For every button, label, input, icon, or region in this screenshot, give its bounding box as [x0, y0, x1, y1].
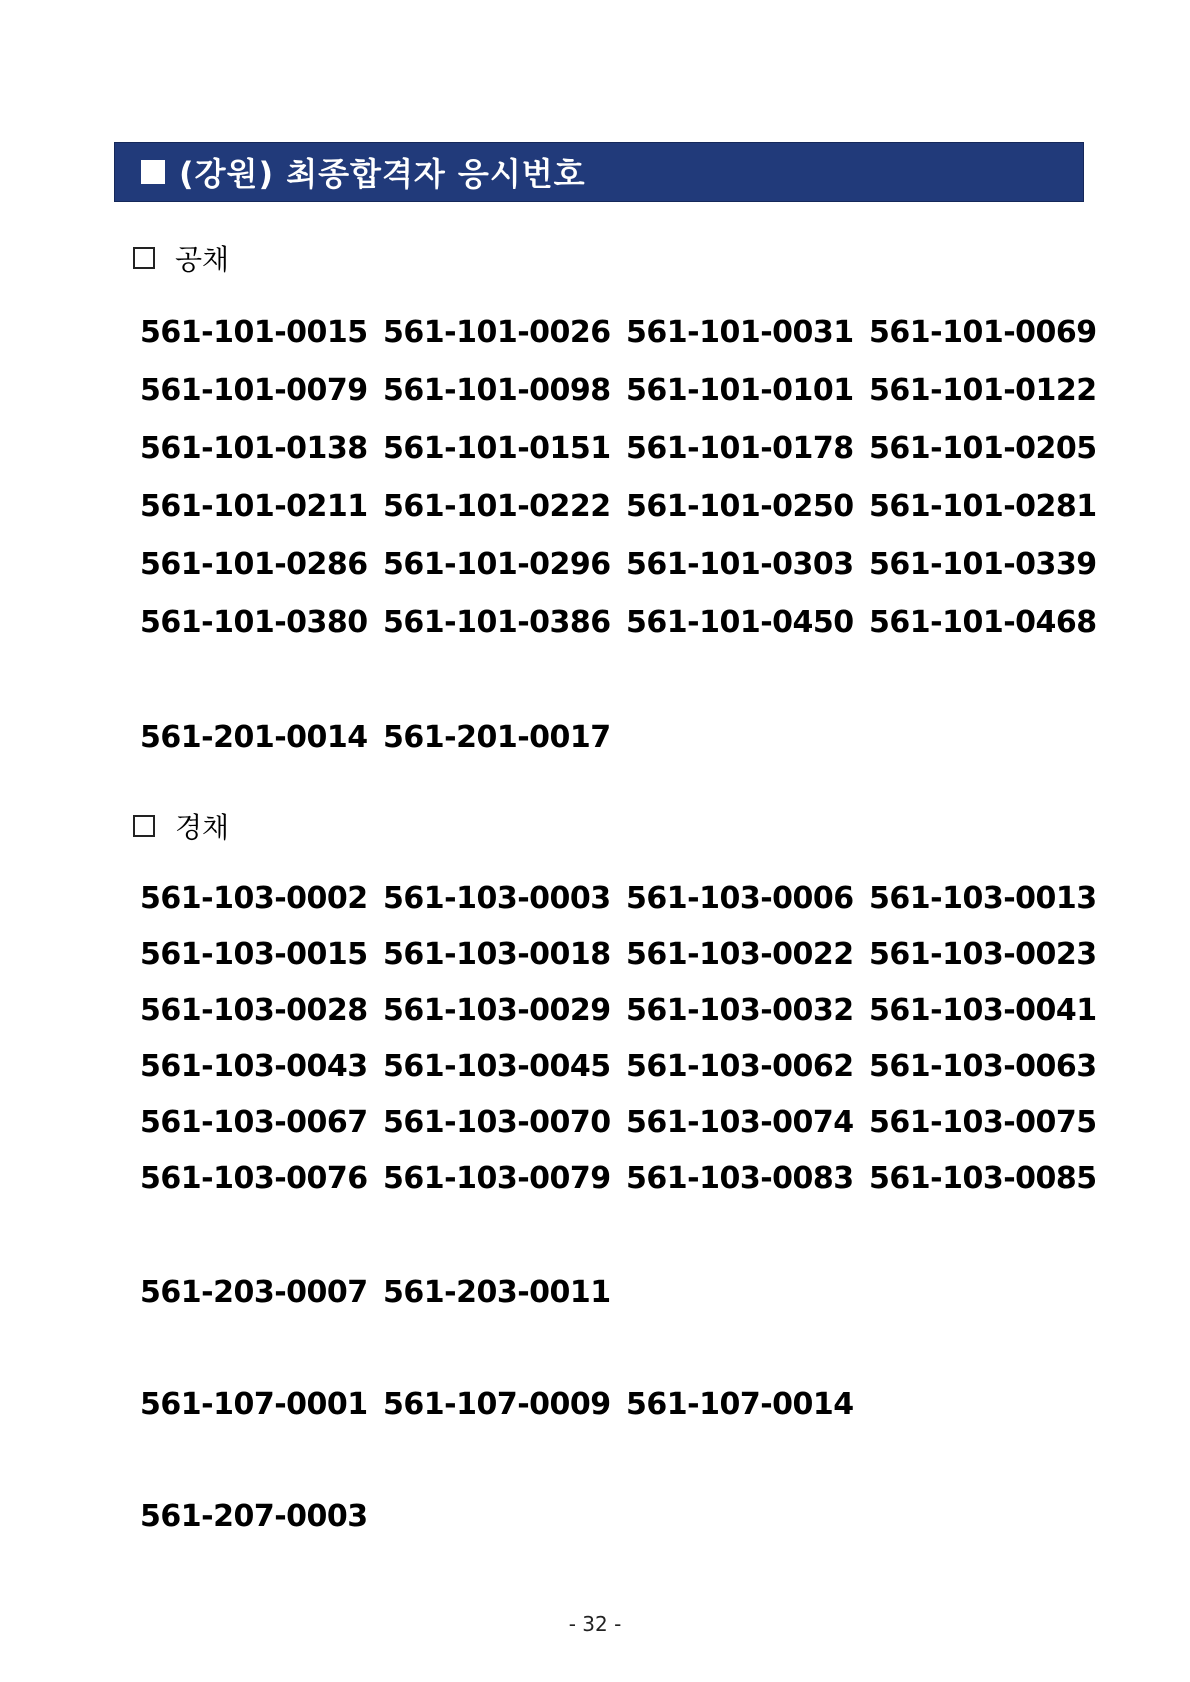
applicant-number: 561-101-0303 [626, 547, 854, 582]
number-row [140, 313, 1112, 353]
applicant-number: 561-101-0138 [140, 431, 368, 466]
applicant-number: 561-103-0085 [869, 1161, 1097, 1196]
applicant-number: 561-103-0028 [140, 993, 368, 1028]
number-row [140, 1159, 1112, 1199]
applicant-number: 561-103-0063 [869, 1049, 1097, 1084]
applicant-number: 561-101-0386 [383, 605, 611, 640]
applicant-number: 561-101-0122 [869, 373, 1097, 408]
number-row [140, 429, 1112, 469]
applicant-number: 561-101-0069 [869, 315, 1097, 350]
applicant-number: 561-103-0032 [626, 993, 854, 1028]
applicant-number: 561-201-0014 [140, 720, 368, 755]
applicant-number: 561-103-0015 [140, 937, 368, 972]
section-heading [133, 238, 229, 278]
applicant-number: 561-103-0045 [383, 1049, 611, 1084]
section-title-bar [114, 142, 1084, 202]
applicant-number: 561-107-0009 [383, 1387, 611, 1422]
applicant-number: 561-103-0079 [383, 1161, 611, 1196]
section-label: 공채 [175, 243, 230, 276]
checkbox-icon [133, 247, 155, 269]
number-row [140, 1497, 383, 1537]
applicant-number: 561-103-0041 [869, 993, 1097, 1028]
applicant-number: 561-101-0098 [383, 373, 611, 408]
applicant-number: 561-103-0022 [626, 937, 854, 972]
applicant-number: 561-103-0003 [383, 881, 611, 916]
applicant-number: 561-101-0151 [383, 431, 611, 466]
applicant-number: 561-103-0067 [140, 1105, 368, 1140]
number-row [140, 991, 1112, 1031]
applicant-number: 561-103-0013 [869, 881, 1097, 916]
applicant-number: 561-101-0015 [140, 315, 368, 350]
checkbox-icon [133, 815, 155, 837]
applicant-number: 561-101-0079 [140, 373, 368, 408]
applicant-number: 561-103-0023 [869, 937, 1097, 972]
page-title: (강원) 최종합격자 응시번호 [179, 155, 586, 193]
applicant-number: 561-101-0101 [626, 373, 854, 408]
applicant-number: 561-101-0339 [869, 547, 1097, 582]
applicant-number: 561-101-0468 [869, 605, 1097, 640]
applicant-number: 561-101-0178 [626, 431, 854, 466]
applicant-number: 561-101-0211 [140, 489, 368, 524]
applicant-number: 561-103-0075 [869, 1105, 1097, 1140]
applicant-number: 561-103-0062 [626, 1049, 854, 1084]
applicant-number: 561-103-0074 [626, 1105, 854, 1140]
applicant-number: 561-103-0002 [140, 881, 368, 916]
number-row [140, 1103, 1112, 1143]
applicant-number: 561-103-0076 [140, 1161, 368, 1196]
applicant-number: 561-103-0029 [383, 993, 611, 1028]
applicant-number: 561-101-0281 [869, 489, 1097, 524]
applicant-number: 561-201-0017 [383, 720, 611, 755]
applicant-number: 561-107-0001 [140, 1387, 368, 1422]
number-row [140, 1047, 1112, 1087]
number-row [140, 545, 1112, 585]
applicant-number: 561-107-0014 [626, 1387, 854, 1422]
applicant-number: 561-207-0003 [140, 1499, 368, 1534]
page-number: - 32 - [568, 1612, 622, 1636]
number-row [140, 603, 1112, 643]
applicant-number: 561-203-0011 [383, 1275, 611, 1310]
applicant-number: 561-101-0222 [383, 489, 611, 524]
applicant-number: 561-101-0380 [140, 605, 368, 640]
applicant-number: 561-101-0450 [626, 605, 854, 640]
number-row [140, 935, 1112, 975]
number-row [140, 487, 1112, 527]
section-heading [133, 806, 229, 846]
applicant-number: 561-103-0083 [626, 1161, 854, 1196]
number-row [140, 718, 626, 758]
applicant-number: 561-101-0286 [140, 547, 368, 582]
applicant-number: 561-203-0007 [140, 1275, 368, 1310]
applicant-number: 561-103-0070 [383, 1105, 611, 1140]
applicant-number: 561-101-0031 [626, 315, 854, 350]
applicant-number: 561-103-0018 [383, 937, 611, 972]
square-bullet-icon [141, 160, 165, 184]
applicant-number: 561-101-0250 [626, 489, 854, 524]
applicant-number: 561-103-0043 [140, 1049, 368, 1084]
applicant-number: 561-101-0205 [869, 431, 1097, 466]
applicant-number: 561-103-0006 [626, 881, 854, 916]
section-label: 경채 [175, 811, 230, 844]
number-row [140, 1385, 869, 1425]
applicant-number: 561-101-0026 [383, 315, 611, 350]
number-row [140, 879, 1112, 919]
number-row [140, 371, 1112, 411]
applicant-number: 561-101-0296 [383, 547, 611, 582]
number-row [140, 1273, 626, 1313]
